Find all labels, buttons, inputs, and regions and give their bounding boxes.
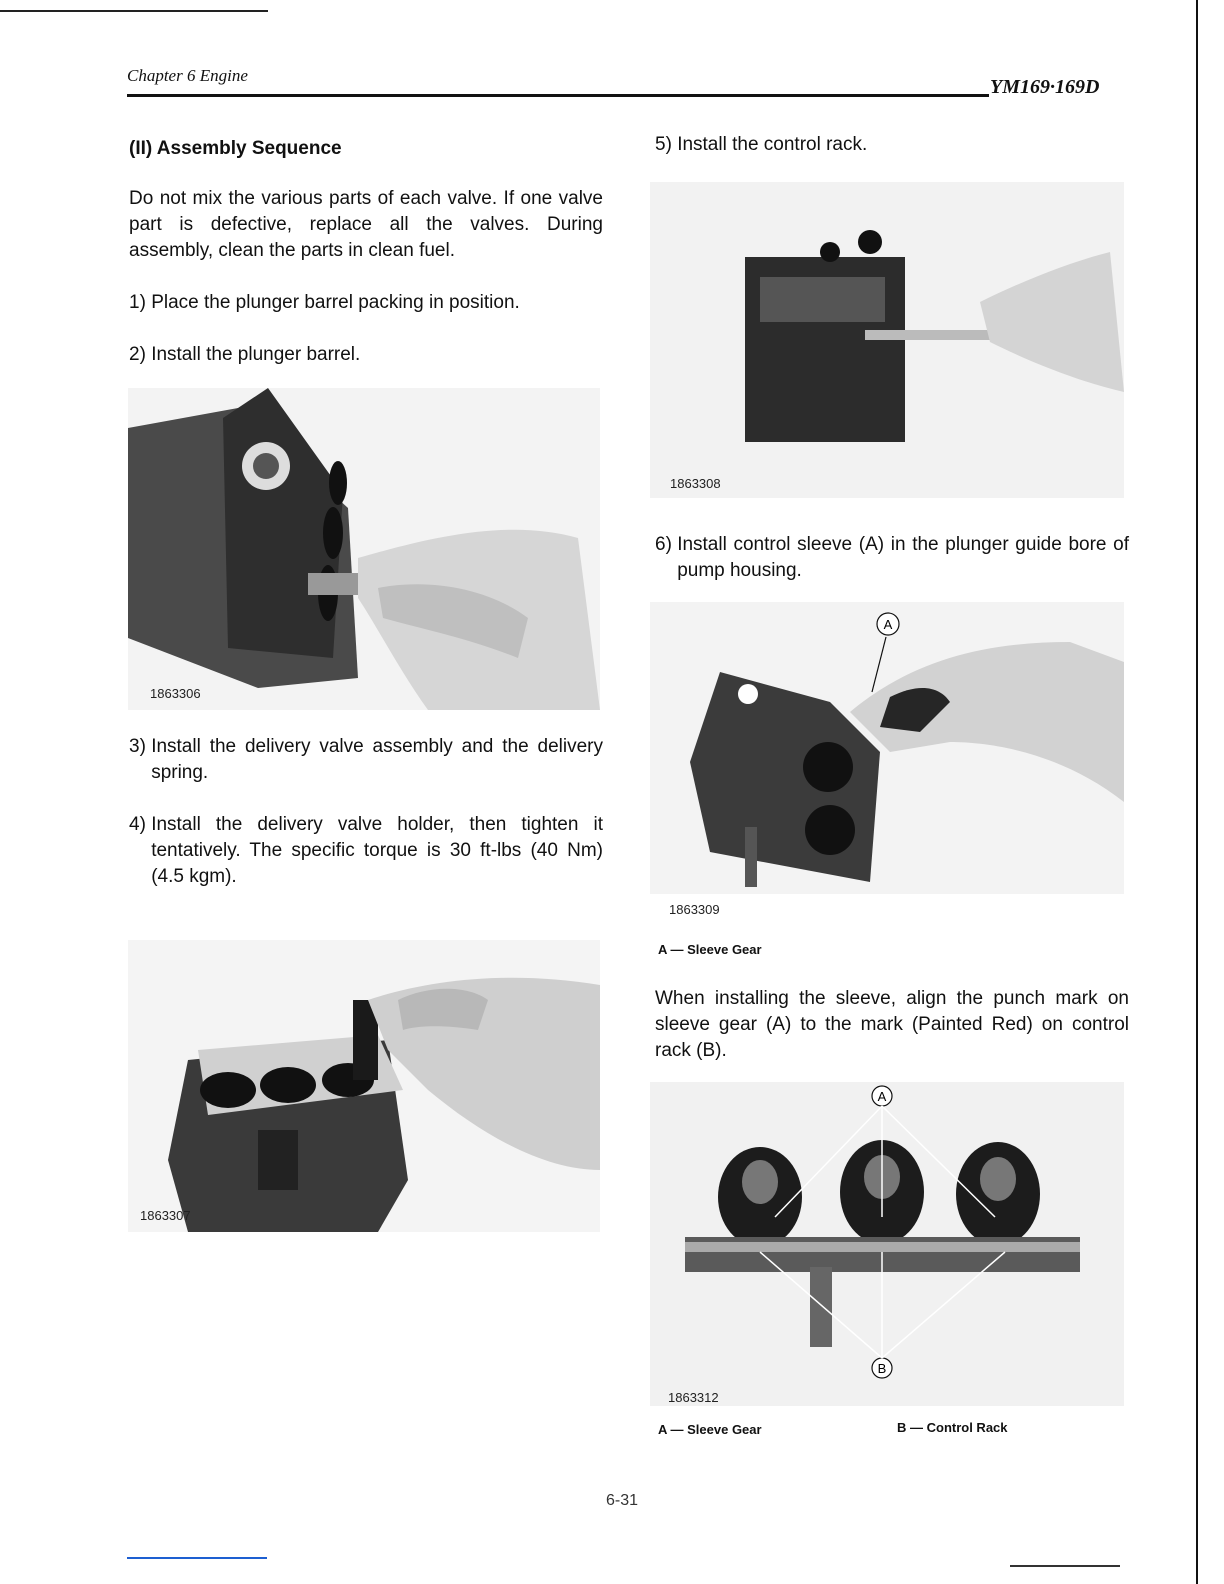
bottom-rule [127,1557,267,1559]
step-6 [655,532,1129,584]
page-edge [1196,0,1198,1584]
step-number: 4) [129,814,152,835]
note-paragraph: When installing the sleeve, align the punch mark on sleeve gear (A) to the mark (Painted Red) on control rack (B). [655,988,1129,1061]
photo-id: 1863308 [670,476,721,491]
photo-gear-alignment [650,1082,1124,1406]
chapter-title: Chapter 6 Engine [127,66,248,85]
photo-control-sleeve [650,602,1124,894]
photo-id: 1863306 [150,686,201,701]
step-2 [129,342,603,368]
step-number: 3) [129,736,152,757]
step-text: Install the plunger barrel. [151,344,361,365]
photo-id: 1863312 [668,1390,719,1405]
step-5 [655,132,1129,158]
intro-paragraph: Do not mix the various parts of each valve. If one valve part is defective, replace all the valves. During assembly, clean the parts in clean fuel. [129,188,603,261]
step-text: Install control sleeve (A) in the plunger guide bore of pump housing. [677,534,1129,581]
photo-plunger-barrel [128,388,600,710]
step-number: 1) [129,292,152,313]
step-text: Place the plunger barrel packing in position. [151,292,520,313]
caption: A — Sleeve Gear [658,942,762,957]
photo-delivery-valve-holder [128,940,600,1232]
page-number: 6-31 [606,1492,639,1509]
step-number: 2) [129,344,152,365]
step-4 [129,812,603,890]
section-heading: (II) Assembly Sequence [129,138,342,159]
step-3 [129,734,603,786]
step-text: Install the delivery valve assembly and the delivery spring. [151,736,603,783]
callout-label-a: A [877,1089,887,1104]
step-text: Install the delivery valve holder, then tighten it tentatively. The specific torque is 30 ft-lbs (40 Nm) (4.5 kgm). [151,814,603,887]
top-rule [0,10,268,12]
callout-label-b: B [877,1361,887,1376]
step-number: 6) [655,534,678,555]
photo-id: 1863309 [669,902,720,917]
callout-label-a: A [883,617,893,632]
caption-sleeve-gear: A — Sleeve Gear [658,1422,762,1437]
photo-control-rack [650,182,1124,498]
step-number: 5) [655,134,678,155]
caption-control-rack: B — Control Rack [897,1420,1008,1435]
photo-id: 1863307 [140,1208,191,1223]
model-number: YM169·169D [990,76,1100,98]
step-text: Install the control rack. [677,134,868,155]
step-1 [129,290,603,316]
bottom-rule [1010,1565,1120,1567]
header-rule [127,94,989,97]
